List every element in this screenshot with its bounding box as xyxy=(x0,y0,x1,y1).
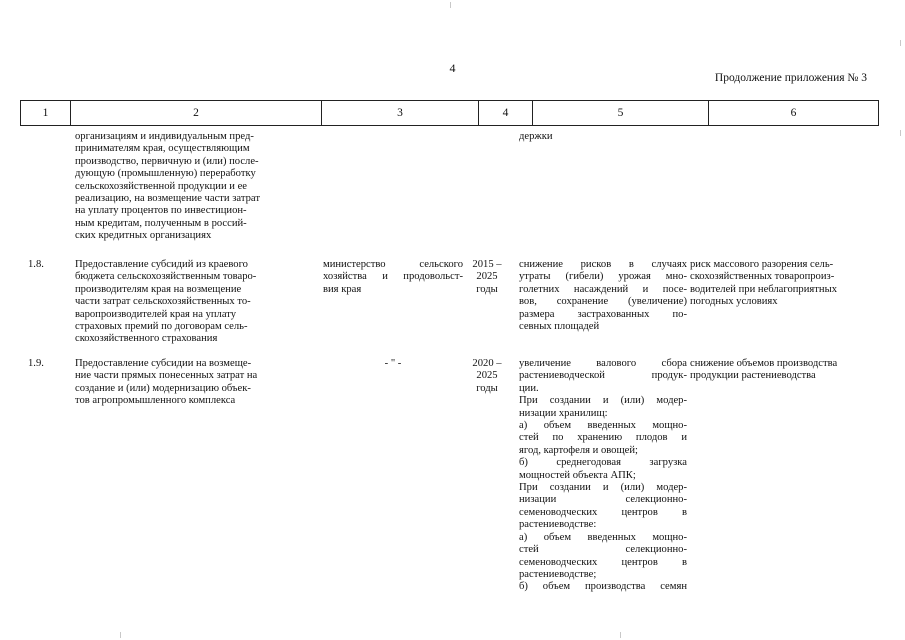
text-line: сельскохозяйственной продукции и ее xyxy=(75,180,248,192)
row-1-9-result xyxy=(519,358,687,594)
text-line: годы xyxy=(476,283,498,295)
text-line: стей по хранению плодов и xyxy=(519,432,687,444)
text-line: создание и (или) модернизацию объек- xyxy=(75,382,251,394)
scan-speck xyxy=(900,130,901,136)
text-line: мощностей объекта АПК; xyxy=(519,469,636,481)
text-line: скохозяйственных товаропроиз- xyxy=(690,271,835,283)
scan-speck xyxy=(620,632,621,638)
column-header-1: 1 xyxy=(21,101,71,126)
text-line: бюджета сельскохозяйственным товаро- xyxy=(75,271,257,283)
row-1-9-consequence xyxy=(690,358,880,383)
text-line: При создании и (или) модер- xyxy=(519,482,687,494)
text-line: размера застрахованных по- xyxy=(519,308,687,320)
column-header-3: 3 xyxy=(322,101,479,126)
text-line: страховых премий по договорам сель- xyxy=(75,321,248,333)
text-line: части затрат сельскохозяйственных то- xyxy=(75,296,251,308)
text-line: министерство сельского xyxy=(323,259,463,270)
page-number: 4 xyxy=(449,61,456,75)
scan-speck xyxy=(900,40,901,46)
text-line: При создании и (или) модер- xyxy=(519,395,687,407)
continued-row-result xyxy=(519,131,687,143)
text-line: снижение объемов производства xyxy=(690,358,838,369)
text-line: вия края xyxy=(323,283,362,295)
row-1-9-description xyxy=(75,358,303,408)
column-header-6: 6 xyxy=(709,101,879,126)
text-line: держки xyxy=(519,131,553,142)
text-line: ции. xyxy=(519,382,539,394)
text-line: водителей при неблагоприятных xyxy=(690,283,837,295)
text-line: б) объем производства семян xyxy=(519,581,687,593)
table-header xyxy=(20,100,879,126)
text-line: риск массового разорения сель- xyxy=(690,259,834,270)
column-header-5: 5 xyxy=(533,101,709,126)
row-1-9-executor xyxy=(323,358,463,370)
row-number-1-9: 1.9. xyxy=(28,358,44,369)
row-1-9-period xyxy=(466,358,508,395)
text-line: растениеводстве; xyxy=(519,568,597,580)
scan-speck xyxy=(450,2,451,8)
text-line: севных площадей xyxy=(519,321,600,333)
row-1-8-description xyxy=(75,259,303,346)
text-line: скохозяйственного страхования xyxy=(75,333,218,345)
text-line: производство, первичную и (или) после- xyxy=(75,155,259,167)
text-line: тов агропромышленного комплекса xyxy=(75,395,236,407)
text-line: ских кредитных организациях xyxy=(75,230,212,242)
text-line: семеноводческих центров в xyxy=(519,556,687,568)
text-line: погодных условиях xyxy=(690,296,778,308)
scan-speck xyxy=(120,632,121,638)
text-line: реализацию, на возмещение части затрат xyxy=(75,193,260,205)
continued-row-description xyxy=(75,131,303,243)
text-line: варопроизводителей края на уплату xyxy=(75,308,237,320)
text-line: 2025 xyxy=(476,370,498,382)
text-line: годы xyxy=(476,382,498,394)
text-line: вов, сохранение (увеличение) xyxy=(519,296,687,308)
text-line: ние части прямых понесенных затрат на xyxy=(75,370,258,382)
text-line: семеноводческих центров в xyxy=(519,506,687,518)
text-line: дующую (промышленную) переработку xyxy=(75,168,256,180)
text-line: б) среднегодовая загрузка xyxy=(519,457,687,469)
text-line: Предоставление субсидии на возмеще- xyxy=(75,358,252,369)
text-line: ягод, картофеля и овощей; xyxy=(519,444,638,456)
text-line: низации хранилищ: xyxy=(519,407,608,419)
text-line: утраты (гибели) урожая мно- xyxy=(519,271,687,283)
row-1-8-period xyxy=(466,259,508,296)
text-line: 2020 – xyxy=(472,358,502,369)
text-line: стей селекционно- xyxy=(519,544,687,556)
text-line: 2025 xyxy=(476,271,498,283)
text-line: принимателям края, осуществляющим xyxy=(75,143,250,155)
text-line: снижение рисков в случаях xyxy=(519,259,687,270)
row-1-8-consequence xyxy=(690,259,880,309)
text-line: увеличение валового сбора xyxy=(519,358,687,369)
column-header-4: 4 xyxy=(479,101,533,126)
text-line: растениеводстве: xyxy=(519,519,597,531)
appendix-continuation-label: Продолжение приложения № 3 xyxy=(714,72,867,84)
text-line: хозяйства и продовольст- xyxy=(323,271,463,283)
text-line: производителям края на возмещение xyxy=(75,283,242,295)
row-1-8-executor xyxy=(323,259,463,296)
text-line: на уплату процентов по инвестицион- xyxy=(75,205,247,217)
row-number-1-8: 1.8. xyxy=(28,259,44,270)
ditto-mark: - " - xyxy=(384,358,402,369)
text-line: голетних насаждений и посе- xyxy=(519,283,687,295)
text-line: организациям и индивидуальным пред- xyxy=(75,131,254,142)
text-line: Предоставление субсидий из краевого xyxy=(75,259,248,270)
text-line: ным кредитам, полученным в россий- xyxy=(75,217,247,229)
column-header-2: 2 xyxy=(71,101,322,126)
text-line: а) объем введенных мощно- xyxy=(519,531,687,543)
text-line: низации селекционно- xyxy=(519,494,687,506)
text-line: растениеводческой продук- xyxy=(519,370,687,382)
text-line: 2015 – xyxy=(472,259,502,270)
text-line: продукции растениеводства xyxy=(690,370,816,382)
row-1-8-result xyxy=(519,259,687,333)
text-line: а) объем введенных мощно- xyxy=(519,420,687,432)
